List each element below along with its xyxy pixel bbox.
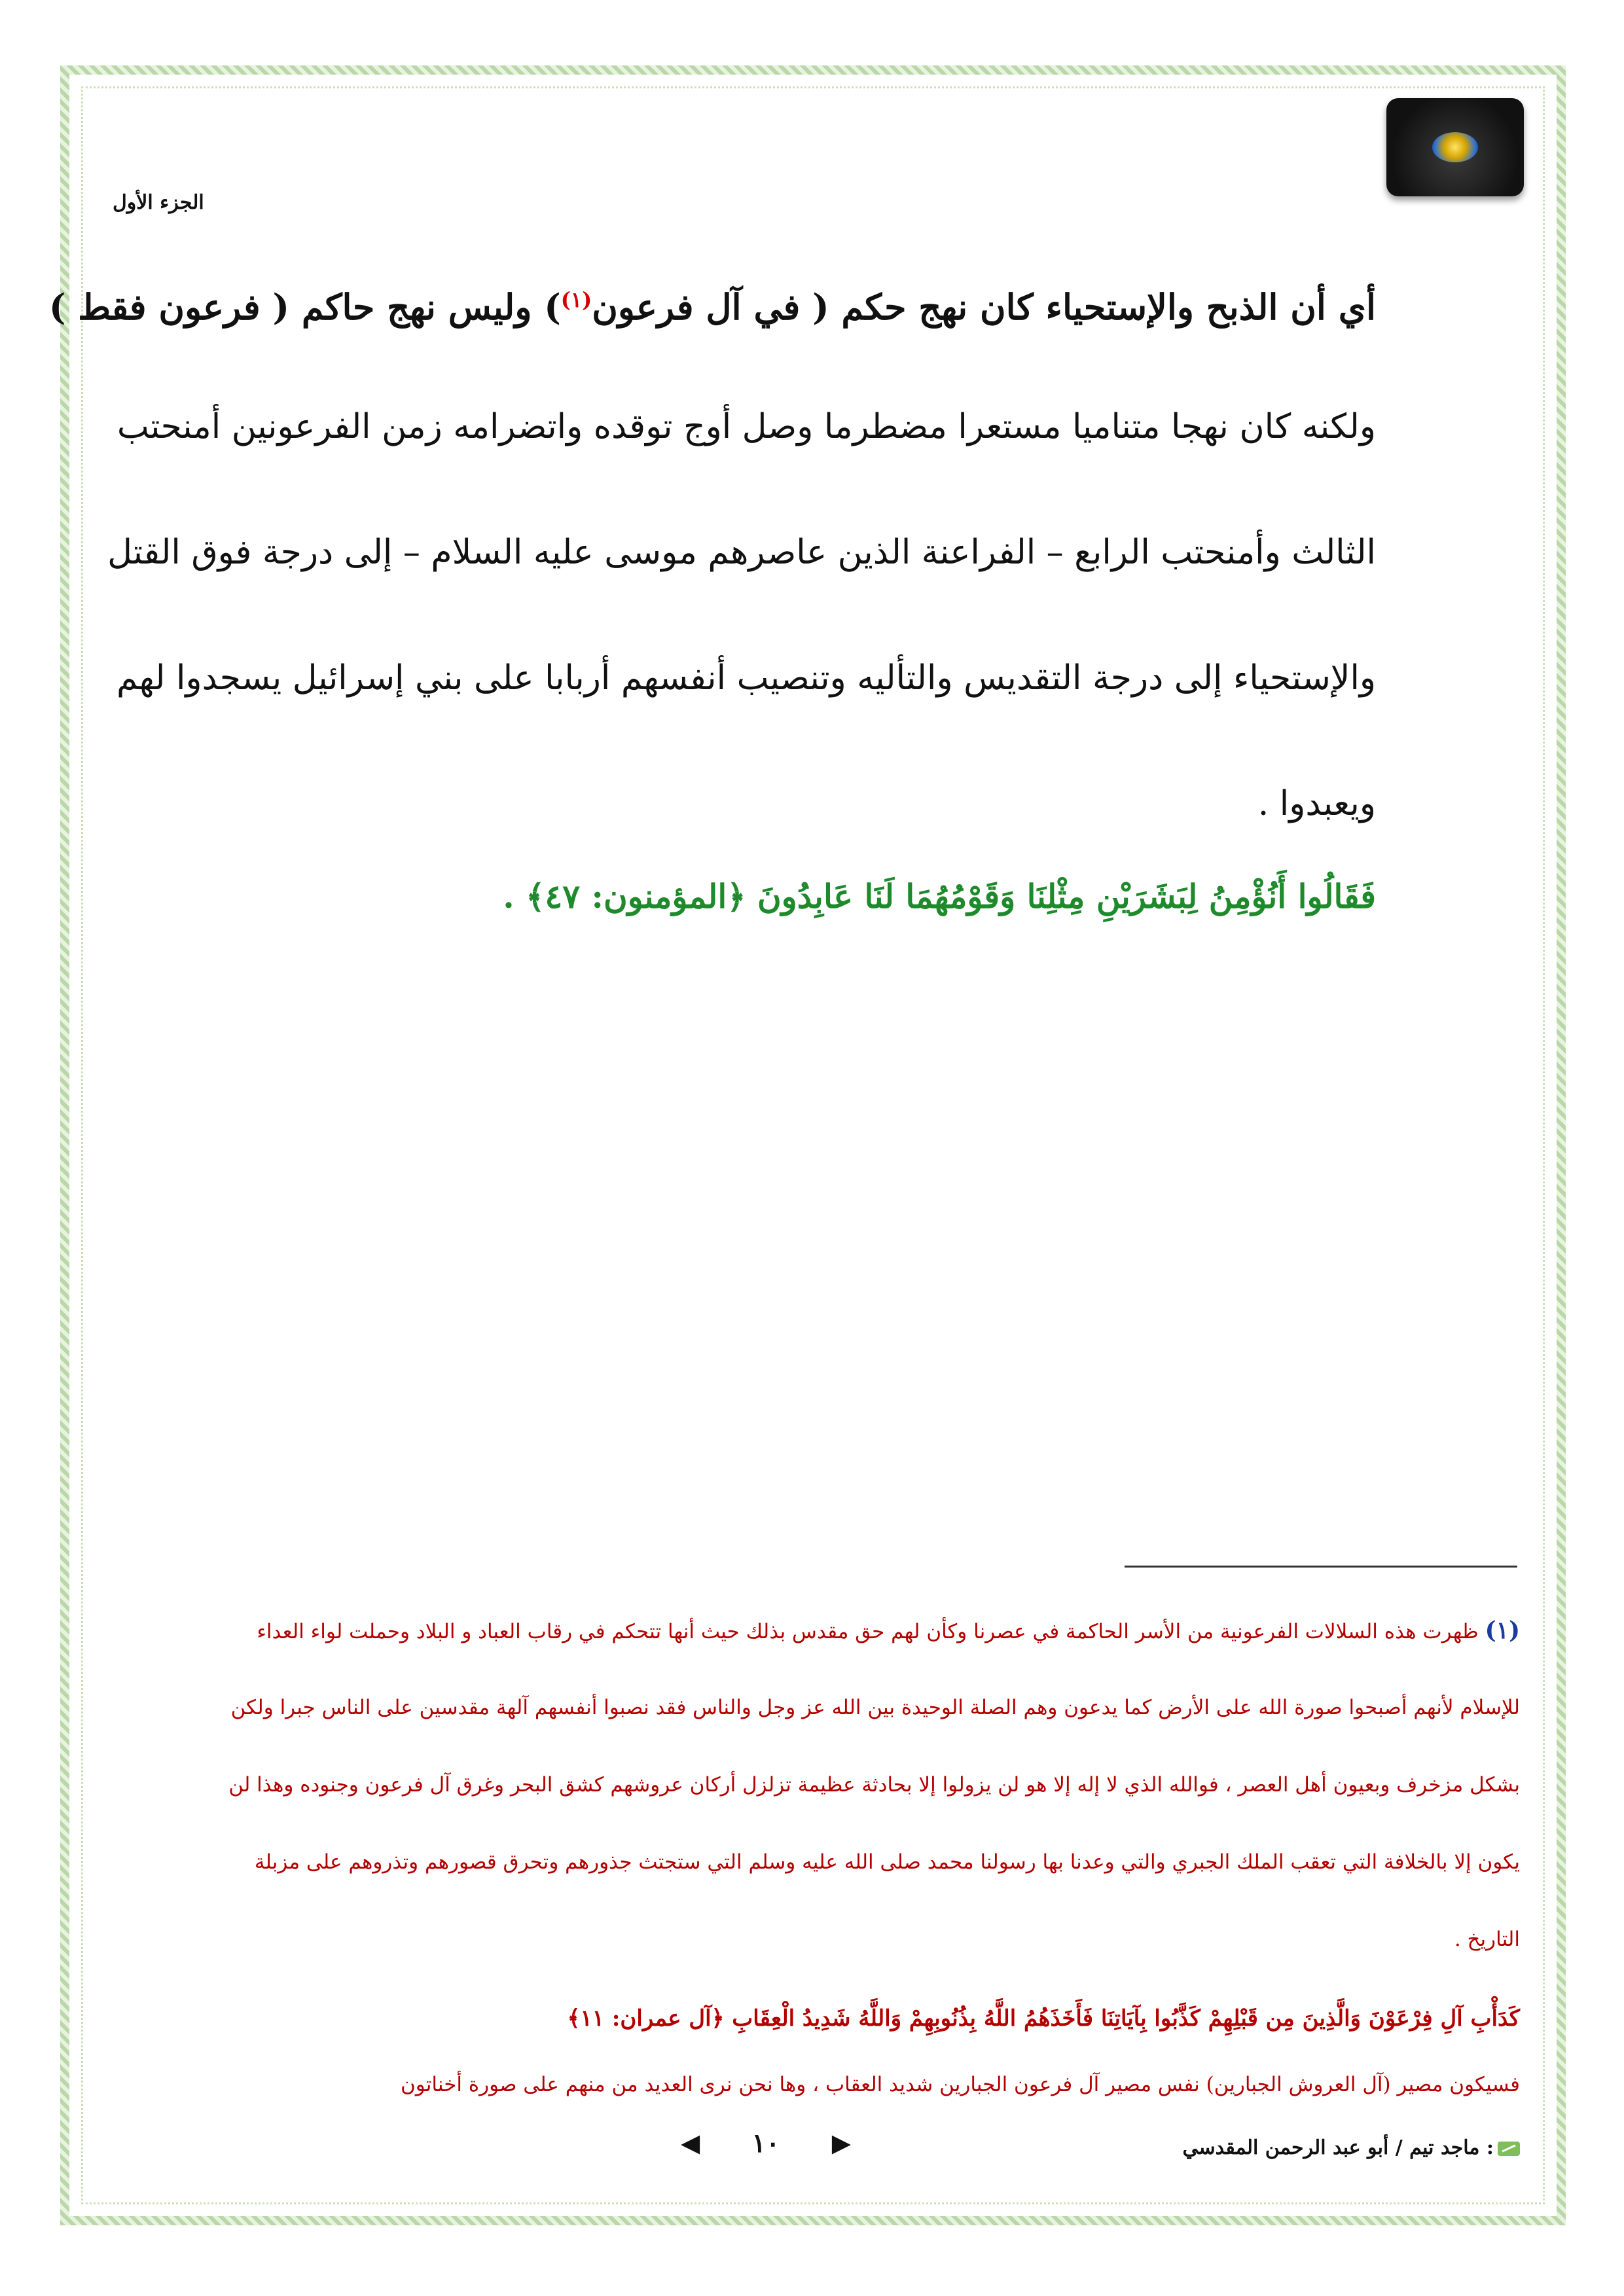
main-line-1: [48, 274, 1376, 333]
footnote-line-4: يكون إلا بالخلافة التي تعقب الملك الجبري والتي وعدنا بها رسولنا محمد صلى الله عليه وسلم التي ستجتث جذورهم وتحرق قصورهم وتذروهم على مزبلة: [254, 1850, 1520, 1874]
footnote-ref[interactable]: (١): [560, 287, 592, 312]
footnote-number: (١): [1485, 1617, 1520, 1644]
footnote-line-5: التاريخ .: [1454, 1928, 1520, 1951]
footnote-line-1-text: ظهرت هذه السلالات الفرعونية من الأسر الحاكمة في عصرنا وكأن لهم حق مقدس بذلك حيث أنها تتحكم في رقاب العباد و البلاد وحملت لواء العداء: [257, 1620, 1479, 1643]
page-navigation: [681, 2123, 851, 2162]
emblem-logo: [1386, 98, 1524, 196]
footnote-verse: كَدَأْبِ آلِ فِرْعَوْنَ وَالَّذِينَ مِن قَبْلِهِمْ كَذَّبُوا بِآيَاتِنَا فَأَخَذَهُمُ اللَّهُ بِذُنُوبِهِمْ وَاللَّهُ شَدِيدُ الْعِقَابِ ﴿آل عمران: ١١﴾: [567, 2005, 1520, 2032]
page-number: ١٠: [751, 2127, 780, 2159]
footnote-divider: [1125, 1566, 1517, 1568]
main-line-1-text: أي أن الذبح والإستحياء كان نهج حكم ( في آل فرعون: [592, 286, 1376, 328]
main-line-3: الثالث وأمنحتب الرابع – الفراعنة الذين عاصرهم موسى عليه السلام – إلى درجة فوق القتل: [107, 533, 1376, 572]
footnote-after-verse: فسيكون مصير (آل العروش الجبارين) نفس مصير آل فرعون الجبارين شديد العقاب ، وها نحن نرى العديد من منهم على صورة أخناتون: [401, 2073, 1520, 2096]
main-line-1-tail: ) وليس نهج حاكم ( فرعون فقط ): [48, 286, 561, 328]
pen-icon: [1498, 2142, 1520, 2156]
footnote-line-2: للإسلام لأنهم أصبحوا صورة الله على الأرض كما يدعون وهم الصلة الوحيدة بين الله عز وجل والناس فقد نصبوا أنفسهم آلهة مقدسين على الناس جبرا ولكن: [230, 1696, 1520, 1719]
next-arrow-icon[interactable]: ▶: [831, 2128, 851, 2157]
main-line-4: والإستحياء إلى درجة التقديس والتأليه وتنصيب أنفسهم أربابا على بني إسرائيل يسجدوا لهم: [117, 658, 1376, 698]
footnote-line-3: بشكل مزخرف وبعيون أهل العصر ، فوالله الذي لا إله إلا هو لن يزولوا إلا بحادثة عظيمة تزلزل أركان عروشهم كشق البحر وغرق آل فرعون وجنوده وهذا لن: [228, 1773, 1520, 1797]
author-name: : ماجد تيم / أبو عبد الرحمن المقدسي: [1182, 2136, 1494, 2159]
quran-verse: فَقَالُوا أَنُؤْمِنُ لِبَشَرَيْنِ مِثْلِنَا وَقَوْمُهُمَا لَنَا عَابِدُونَ ﴿المؤمنون: ٤٧﴾ .: [503, 877, 1376, 916]
gem-icon: [1432, 132, 1478, 162]
footnote-line-1: [113, 1614, 1520, 1648]
prev-arrow-icon[interactable]: ◀: [681, 2128, 700, 2157]
footer-author: [1080, 2136, 1520, 2159]
part-label: الجزء الأول: [113, 191, 204, 214]
main-line-2: ولكنه كان نهجا متناميا مستعرا مضطرما وصل أوج توقده واتضرامه زمن الفرعونين أمنحتب: [117, 407, 1376, 446]
main-line-5: ويعبدوا .: [1257, 784, 1376, 823]
